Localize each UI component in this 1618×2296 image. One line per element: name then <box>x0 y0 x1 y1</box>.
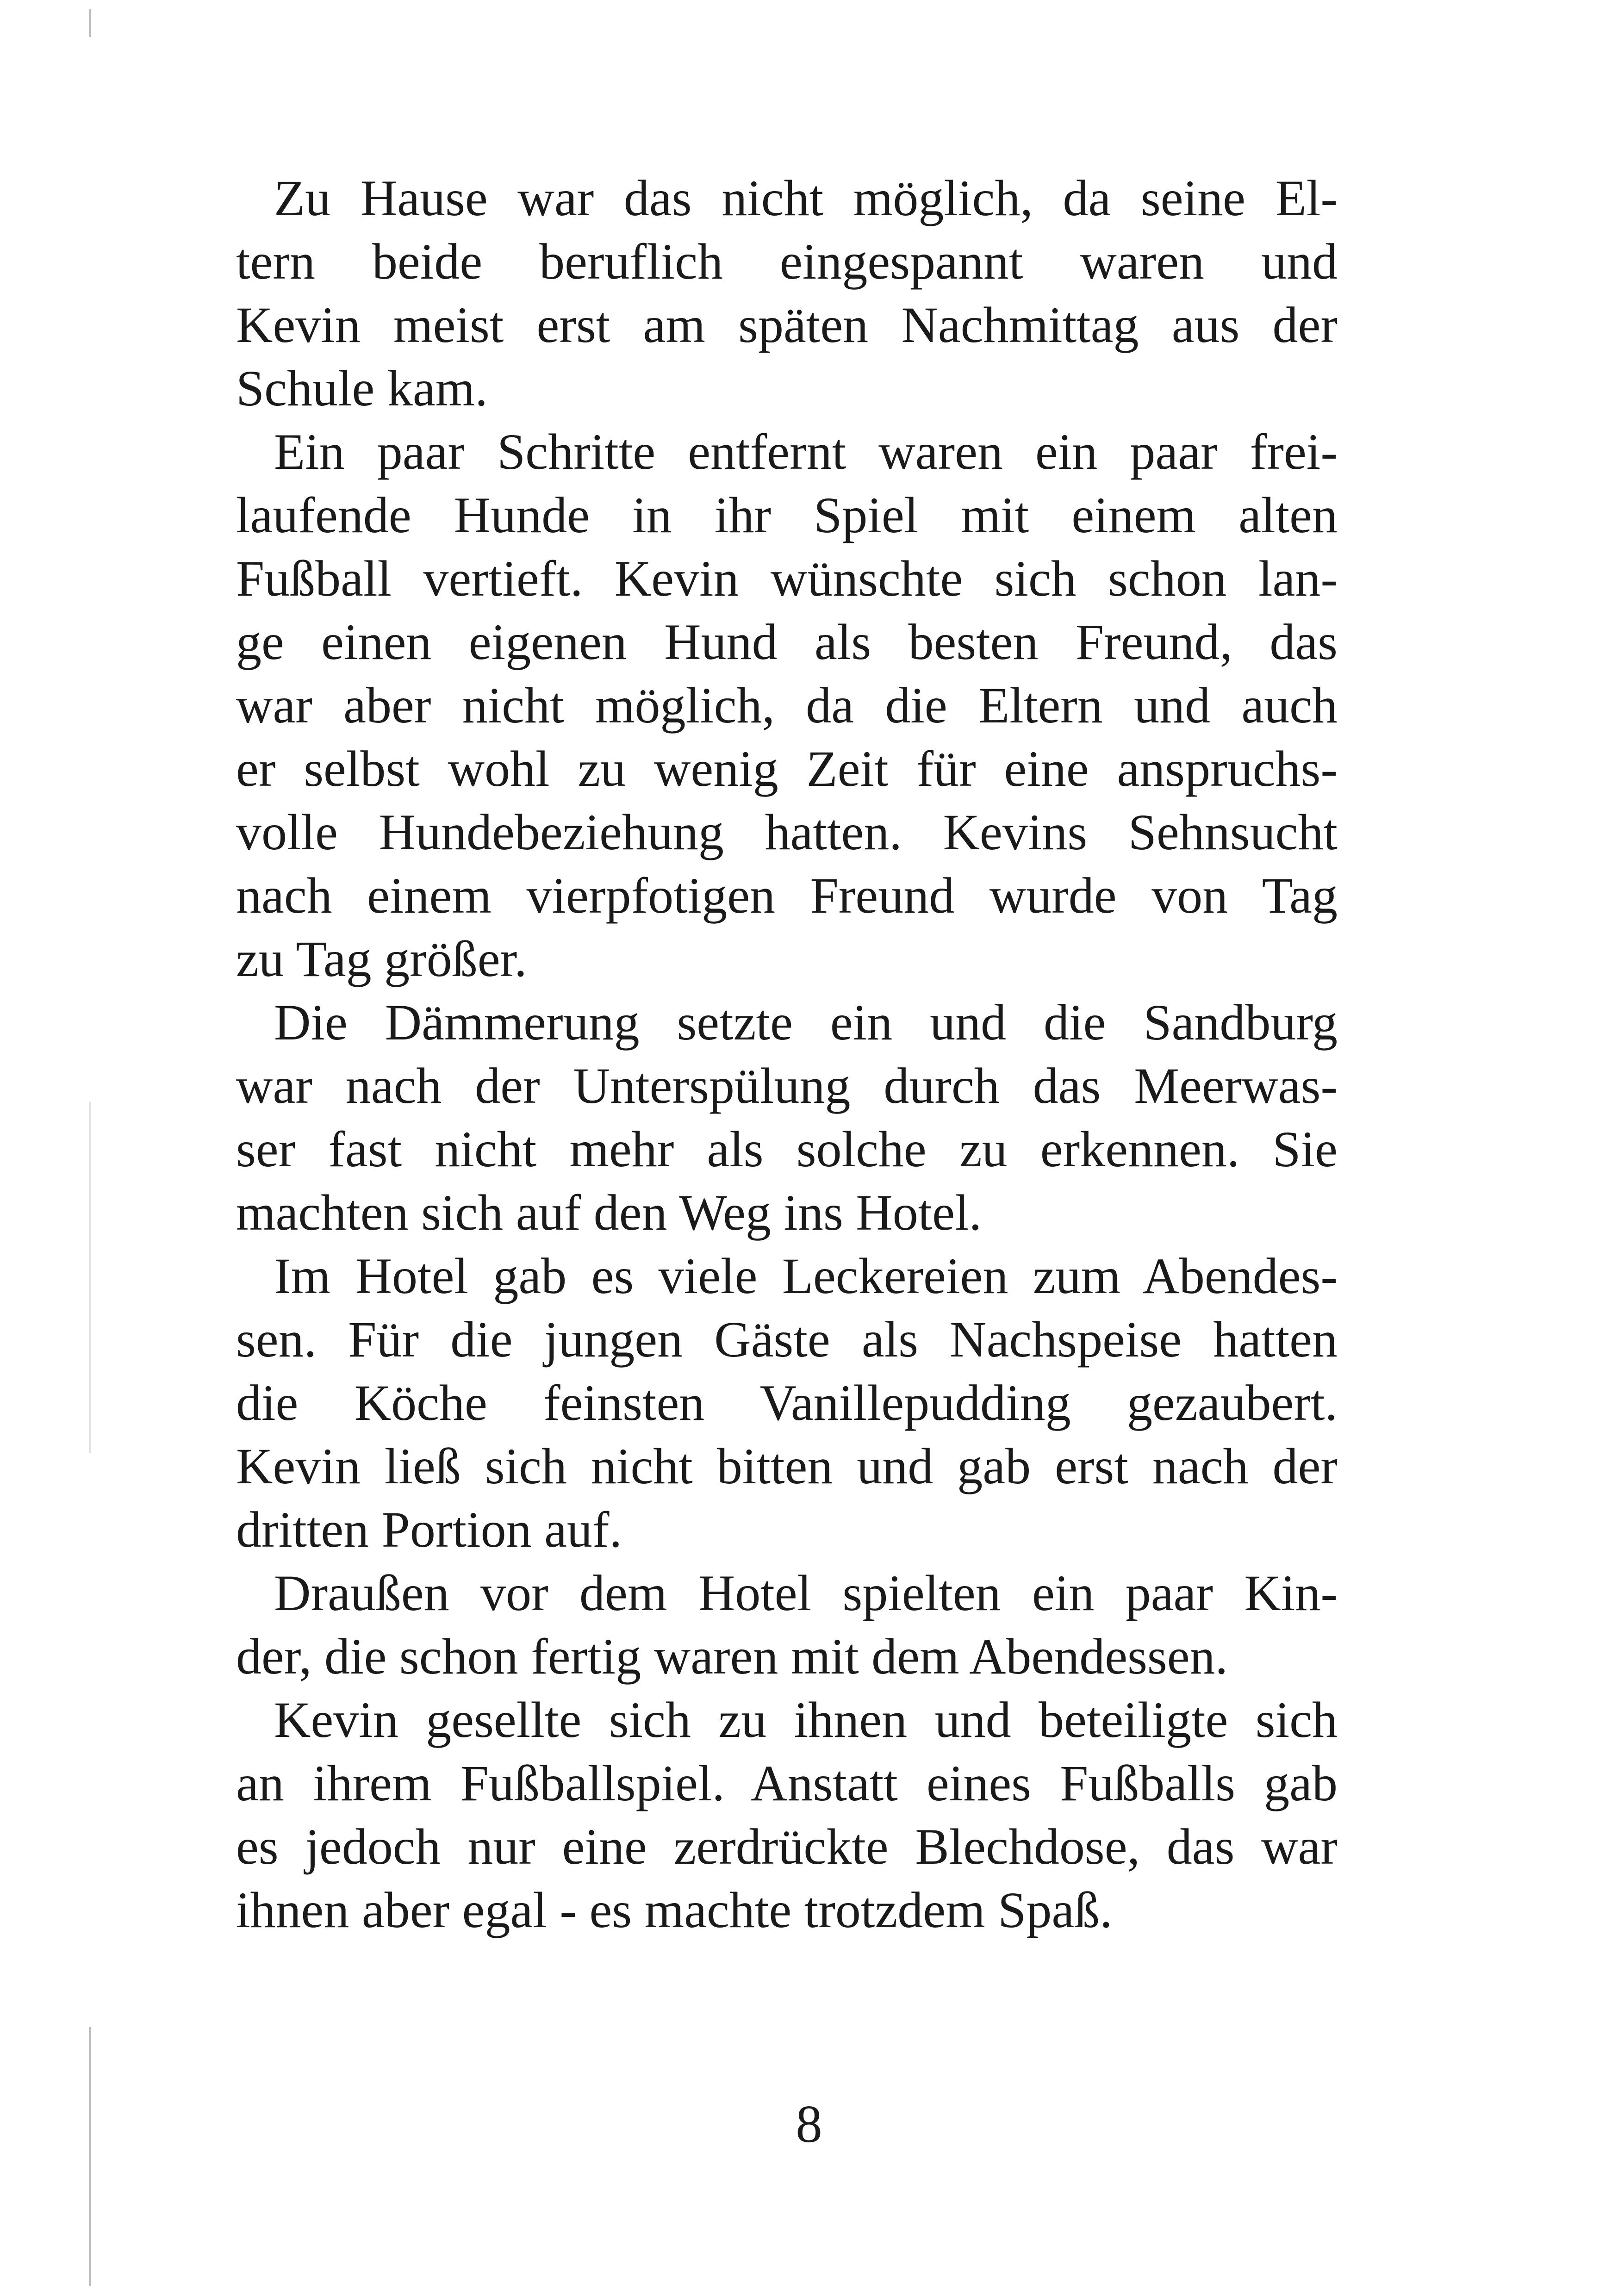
body-text <box>236 167 1338 1942</box>
text-line: volle Hundebeziehung hatten. Kevins Sehnsucht <box>236 804 1338 860</box>
text-line: laufende Hunde in ihr Spiel mit einem alten <box>236 487 1338 543</box>
text-line: Zu Hause war das nicht möglich, da seine El- <box>274 170 1338 226</box>
text-line: war aber nicht möglich, da die Eltern und auch <box>236 677 1338 734</box>
text-line: sen. Für die jungen Gäste als Nachspeise hatten <box>236 1311 1338 1368</box>
text-line: war nach der Unterspülung durch das Meerwas- <box>236 1058 1338 1114</box>
text-line: tern beide beruflich eingespannt waren und <box>236 233 1338 290</box>
text-line: Im Hotel gab es viele Leckereien zum Abendes- <box>274 1248 1338 1304</box>
text-line: zu Tag größer. <box>236 931 527 987</box>
text-line: der, die schon fertig waren mit dem Abendessen. <box>236 1628 1228 1685</box>
paragraph <box>236 167 1338 420</box>
scan-edge-mark <box>89 1101 91 1453</box>
text-line: Die Dämmerung setzte ein und die Sandburg <box>274 994 1338 1051</box>
text-line: Fußball vertieft. Kevin wünschte sich schon lan- <box>236 550 1338 607</box>
page-number: 8 <box>796 2095 822 2153</box>
text-line: es jedoch nur eine zerdrückte Blechdose, das war <box>236 1818 1338 1875</box>
text-line: er selbst wohl zu wenig Zeit für eine anspruchs- <box>236 740 1338 797</box>
text-line: an ihrem Fußballspiel. Anstatt eines Fußballs gab <box>236 1755 1338 1811</box>
paragraph <box>236 1562 1338 1688</box>
text-line: ser fast nicht mehr als solche zu erkennen. Sie <box>236 1121 1338 1177</box>
text-line: Ein paar Schritte entfernt waren ein paar frei- <box>274 423 1338 480</box>
text-line: ihnen aber egal - es machte trotzdem Spaß. <box>236 1882 1113 1938</box>
paragraph <box>236 991 1338 1244</box>
paragraph <box>236 1244 1338 1562</box>
scan-edge-mark <box>89 9 91 37</box>
scan-edge-mark <box>89 2027 91 2286</box>
text-line: machten sich auf den Weg ins Hotel. <box>236 1184 982 1241</box>
text-line: ge einen eigenen Hund als besten Freund, das <box>236 614 1338 670</box>
text-line: dritten Portion auf. <box>236 1501 622 1558</box>
text-line: Kevin gesellte sich zu ihnen und beteiligte sich <box>274 1692 1338 1748</box>
text-line: die Köche feinsten Vanillepudding gezaubert. <box>236 1375 1338 1431</box>
text-line: nach einem vierpfotigen Freund wurde von Tag <box>236 867 1338 924</box>
text-line: Schule kam. <box>236 360 488 417</box>
paragraph <box>236 1688 1338 1942</box>
paragraph <box>236 420 1338 991</box>
text-line: Kevin meist erst am späten Nachmittag aus der <box>236 297 1338 353</box>
text-line: Draußen vor dem Hotel spielten ein paar Kin- <box>274 1565 1338 1621</box>
text-line: Kevin ließ sich nicht bitten und gab erst nach der <box>236 1438 1338 1494</box>
